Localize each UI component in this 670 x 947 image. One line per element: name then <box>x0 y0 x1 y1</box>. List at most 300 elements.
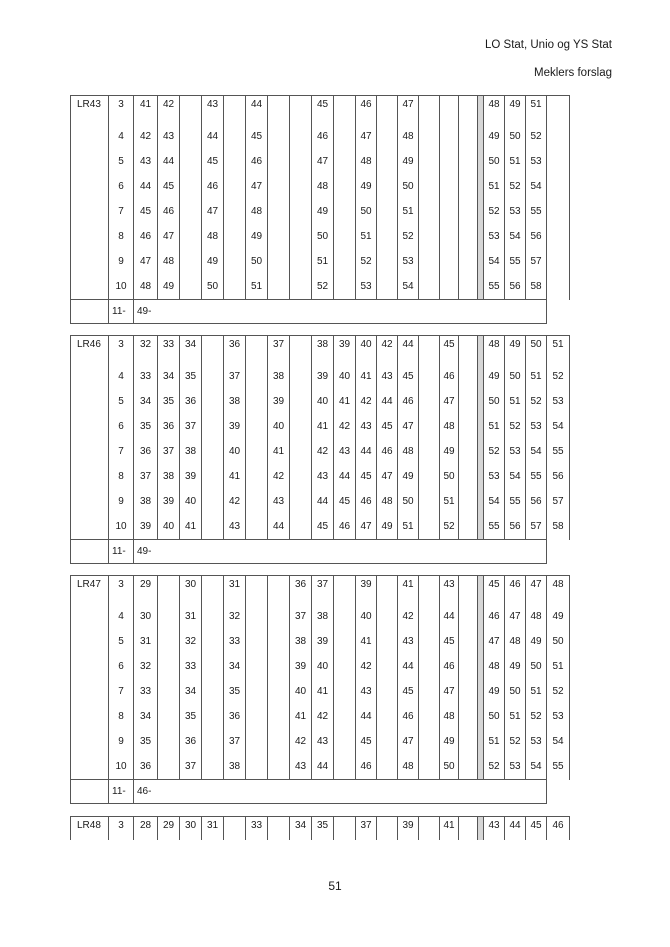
table-cell <box>459 199 478 224</box>
table-cell: 52 <box>398 224 419 249</box>
table-cell <box>224 174 246 199</box>
table-cell: 56 <box>547 464 570 489</box>
table-cell: 55 <box>547 439 570 464</box>
table-cell: 56 <box>505 274 526 300</box>
table-cell: 42 <box>268 464 290 489</box>
table-cell <box>377 704 398 729</box>
table-cell: 48 <box>440 414 459 439</box>
table-cell: 38 <box>134 489 158 514</box>
table-cell <box>440 149 459 174</box>
table-cell: 40 <box>356 336 377 365</box>
table-cell <box>419 199 440 224</box>
table-cell <box>246 336 268 365</box>
table-cell <box>334 124 356 149</box>
table-cell: 51 <box>547 336 570 365</box>
table-cell: 49 <box>526 629 547 654</box>
table-cell: 37 <box>158 439 180 464</box>
table-cell <box>246 754 268 780</box>
table-cell <box>246 604 268 629</box>
table-cell: 46 <box>356 96 377 125</box>
table-cell <box>268 704 290 729</box>
table-label <box>71 364 109 389</box>
table-cell: 40 <box>356 604 377 629</box>
table-cell <box>419 576 440 605</box>
table-cell: 41 <box>312 414 334 439</box>
table-cell: 36 <box>224 336 246 365</box>
table-cell <box>419 174 440 199</box>
table-label: LR43 <box>71 96 109 125</box>
table-cell: 49 <box>312 199 334 224</box>
table-cell: 46 <box>377 439 398 464</box>
table-label: LR46 <box>71 336 109 365</box>
table-cell <box>419 704 440 729</box>
table-cell: 40 <box>158 514 180 540</box>
table-cell: 50 <box>526 654 547 679</box>
header-line-1: LO Stat, Unio og YS Stat <box>485 39 612 51</box>
table-cell: 47 <box>377 464 398 489</box>
table-cell <box>440 124 459 149</box>
table-cell: 47 <box>505 604 526 629</box>
table-cell <box>268 754 290 780</box>
table-cell: 43 <box>484 817 505 841</box>
table-cell <box>290 489 312 514</box>
table-cell: 48 <box>505 629 526 654</box>
table-cell: 56 <box>526 224 547 249</box>
table-cell <box>419 464 440 489</box>
table-cell <box>419 604 440 629</box>
table-tail-step: 11- <box>109 540 134 564</box>
table-cell <box>202 729 224 754</box>
table-cell: 38 <box>224 754 246 780</box>
table-cell: 46 <box>202 174 224 199</box>
table-cell <box>71 540 109 564</box>
table-row <box>71 249 570 274</box>
table-cell: 45 <box>158 174 180 199</box>
table-cell <box>459 224 478 249</box>
table-cell: 10 <box>109 514 134 540</box>
table-cell: 29 <box>134 576 158 605</box>
table-cell: 54 <box>484 489 505 514</box>
table-cell: 31 <box>180 604 202 629</box>
table-cell: 46 <box>484 604 505 629</box>
table-cell: 48 <box>246 199 268 224</box>
table-cell: 51 <box>398 199 419 224</box>
table-cell <box>419 754 440 780</box>
table-row <box>71 704 570 729</box>
table-label <box>71 124 109 149</box>
table-cell: 46 <box>440 654 459 679</box>
table-cell: 34 <box>224 654 246 679</box>
table-tail-row <box>71 300 570 324</box>
table-cell <box>459 629 478 654</box>
table-cell: 9 <box>109 249 134 274</box>
table-cell <box>547 174 570 199</box>
table-cell: 37 <box>356 817 377 841</box>
table-cell: 44 <box>377 389 398 414</box>
table-tail-value: 49- <box>134 540 547 564</box>
table-cell <box>334 817 356 841</box>
table-cell <box>180 199 202 224</box>
table-cell: 39 <box>224 414 246 439</box>
table-cell: 38 <box>224 389 246 414</box>
table-label <box>71 249 109 274</box>
table-cell: 43 <box>398 629 419 654</box>
salary-table-lr43 <box>70 95 570 324</box>
table-cell: 38 <box>268 364 290 389</box>
table-cell: 40 <box>180 489 202 514</box>
table-cell: 37 <box>180 414 202 439</box>
table-label <box>71 199 109 224</box>
table-cell: 51 <box>398 514 419 540</box>
table-cell: 7 <box>109 199 134 224</box>
table-cell: 54 <box>484 249 505 274</box>
table-cell <box>290 464 312 489</box>
table-cell: 49 <box>356 174 377 199</box>
table-cell: 35 <box>224 679 246 704</box>
table-cell: 44 <box>356 439 377 464</box>
table-cell <box>377 174 398 199</box>
table-cell: 48 <box>398 754 419 780</box>
table-cell: 50 <box>202 274 224 300</box>
table-cell <box>290 514 312 540</box>
table-cell: 55 <box>547 754 570 780</box>
table-cell: 39 <box>268 389 290 414</box>
table-cell <box>246 389 268 414</box>
table-cell: 47 <box>356 514 377 540</box>
table-cell: 48 <box>158 249 180 274</box>
table-cell <box>246 414 268 439</box>
table-cell: 47 <box>440 389 459 414</box>
table-cell <box>459 654 478 679</box>
table-cell: 35 <box>180 364 202 389</box>
table-cell: 32 <box>180 629 202 654</box>
table-cell: 32 <box>224 604 246 629</box>
table-cell <box>224 199 246 224</box>
table-cell <box>246 704 268 729</box>
table-cell <box>180 96 202 125</box>
table-cell: 47 <box>246 174 268 199</box>
table-cell: 3 <box>109 336 134 365</box>
table-cell: 34 <box>158 364 180 389</box>
table-cell <box>158 729 180 754</box>
table-cell: 44 <box>398 654 419 679</box>
table-cell <box>268 174 290 199</box>
table-cell: 41 <box>180 514 202 540</box>
table-cell: 47 <box>202 199 224 224</box>
table-cell: 36 <box>224 704 246 729</box>
table-cell: 48 <box>526 604 547 629</box>
table-label <box>71 414 109 439</box>
table-cell: 46 <box>134 224 158 249</box>
table-cell <box>377 679 398 704</box>
table-cell: 50 <box>484 704 505 729</box>
table-cell: 51 <box>526 679 547 704</box>
table-label <box>71 754 109 780</box>
table-row <box>71 199 570 224</box>
table-cell: 42 <box>290 729 312 754</box>
table-cell: 3 <box>109 817 134 841</box>
table-cell <box>71 300 109 324</box>
table-cell <box>459 336 478 365</box>
table-cell: 39 <box>290 654 312 679</box>
table-cell <box>246 729 268 754</box>
table-cell: 50 <box>547 629 570 654</box>
table-row <box>71 489 570 514</box>
table-cell <box>71 780 109 804</box>
table-cell <box>290 364 312 389</box>
table-cell <box>547 199 570 224</box>
table-cell: 38 <box>180 439 202 464</box>
table-cell: 54 <box>547 414 570 439</box>
table-cell: 57 <box>526 249 547 274</box>
table-cell <box>547 224 570 249</box>
table-cell: 47 <box>526 576 547 605</box>
table-cell <box>224 149 246 174</box>
table-cell <box>547 149 570 174</box>
table-cell: 53 <box>547 704 570 729</box>
table-cell: 39 <box>312 364 334 389</box>
table-cell <box>202 576 224 605</box>
table-cell: 41 <box>440 817 459 841</box>
table-cell: 47 <box>158 224 180 249</box>
table-cell: 7 <box>109 679 134 704</box>
table-cell: 47 <box>398 414 419 439</box>
table-cell <box>377 199 398 224</box>
table-cell: 6 <box>109 654 134 679</box>
table-cell <box>419 124 440 149</box>
table-cell: 49 <box>505 336 526 365</box>
table-cell: 58 <box>526 274 547 300</box>
table-cell <box>224 224 246 249</box>
table-row <box>71 149 570 174</box>
table-cell: 40 <box>334 364 356 389</box>
table-cell <box>459 174 478 199</box>
table-row <box>71 124 570 149</box>
table-cell <box>246 464 268 489</box>
table-cell: 54 <box>526 754 547 780</box>
table-tail-step: 11- <box>109 780 134 804</box>
table-cell <box>268 249 290 274</box>
table-cell: 49 <box>547 604 570 629</box>
table-cell <box>334 729 356 754</box>
table-cell: 45 <box>526 817 547 841</box>
table-tail-value: 49- <box>134 300 547 324</box>
table-tail-step: 11- <box>109 300 134 324</box>
table-cell: 52 <box>505 174 526 199</box>
table-cell: 55 <box>526 464 547 489</box>
table-cell: 54 <box>505 464 526 489</box>
table-cell: 50 <box>440 754 459 780</box>
table-cell <box>419 439 440 464</box>
table-cell: 48 <box>484 336 505 365</box>
table-cell: 34 <box>134 704 158 729</box>
table-cell <box>334 576 356 605</box>
table-cell: 43 <box>312 729 334 754</box>
table-cell <box>419 149 440 174</box>
table-cell <box>334 629 356 654</box>
table-cell: 46 <box>440 364 459 389</box>
table-cell: 35 <box>134 729 158 754</box>
table-cell <box>290 199 312 224</box>
table-cell <box>419 249 440 274</box>
table-cell: 56 <box>505 514 526 540</box>
table-cell: 46 <box>158 199 180 224</box>
table-row <box>71 729 570 754</box>
table-cell <box>290 124 312 149</box>
table-cell: 45 <box>484 576 505 605</box>
table-cell: 50 <box>505 124 526 149</box>
table-cell: 52 <box>484 754 505 780</box>
table-cell: 51 <box>547 654 570 679</box>
table-cell <box>246 514 268 540</box>
table-cell: 45 <box>134 199 158 224</box>
table-cell: 44 <box>158 149 180 174</box>
table-cell: 37 <box>312 576 334 605</box>
table-cell: 40 <box>312 654 334 679</box>
table-cell <box>158 754 180 780</box>
table-cell: 37 <box>180 754 202 780</box>
table-cell: 55 <box>484 274 505 300</box>
table-cell: 43 <box>202 96 224 125</box>
table-cell <box>459 729 478 754</box>
table-cell: 43 <box>268 489 290 514</box>
table-cell: 47 <box>312 149 334 174</box>
table-cell <box>377 729 398 754</box>
table-cell: 51 <box>484 729 505 754</box>
table-cell: 44 <box>440 604 459 629</box>
table-cell: 53 <box>398 249 419 274</box>
table-cell <box>440 249 459 274</box>
table-label <box>71 654 109 679</box>
table-cell: 54 <box>526 439 547 464</box>
table-cell <box>377 224 398 249</box>
table-cell: 46 <box>246 149 268 174</box>
table-cell: 31 <box>134 629 158 654</box>
table-cell: 8 <box>109 464 134 489</box>
table-cell: 51 <box>505 389 526 414</box>
table-cell <box>180 224 202 249</box>
table-cell: 40 <box>290 679 312 704</box>
table-cell: 36 <box>290 576 312 605</box>
table-cell: 33 <box>158 336 180 365</box>
table-cell: 48 <box>484 654 505 679</box>
table-cell: 51 <box>356 224 377 249</box>
table-cell: 5 <box>109 389 134 414</box>
table-cell: 51 <box>526 364 547 389</box>
table-cell <box>202 604 224 629</box>
table-cell <box>377 654 398 679</box>
table-cell: 39 <box>134 514 158 540</box>
table-cell: 53 <box>505 754 526 780</box>
table-row <box>71 654 570 679</box>
table-cell <box>202 336 224 365</box>
table-cell <box>202 754 224 780</box>
table-cell <box>224 96 246 125</box>
table-cell <box>334 199 356 224</box>
table-cell: 52 <box>312 274 334 300</box>
table-cell: 48 <box>312 174 334 199</box>
table-cell <box>459 679 478 704</box>
table-cell: 41 <box>134 96 158 125</box>
table-cell <box>419 96 440 125</box>
table-cell: 45 <box>312 96 334 125</box>
table-cell <box>377 124 398 149</box>
table-cell: 3 <box>109 96 134 125</box>
table-cell: 43 <box>356 679 377 704</box>
table-cell: 51 <box>484 414 505 439</box>
table-cell <box>246 679 268 704</box>
table-cell: 44 <box>202 124 224 149</box>
page-number: 51 <box>328 879 342 893</box>
table-cell: 50 <box>505 364 526 389</box>
table-cell <box>459 96 478 125</box>
table-cell: 35 <box>134 414 158 439</box>
table-cell: 50 <box>484 389 505 414</box>
table-cell <box>459 249 478 274</box>
table-cell: 34 <box>180 679 202 704</box>
table-cell <box>459 704 478 729</box>
table-cell: 43 <box>312 464 334 489</box>
table-cell: 44 <box>505 817 526 841</box>
table-label <box>71 439 109 464</box>
table-cell: 38 <box>312 604 334 629</box>
table-cell: 52 <box>484 439 505 464</box>
table-cell <box>268 817 290 841</box>
table-cell <box>158 704 180 729</box>
table-cell: 47 <box>484 629 505 654</box>
table-cell: 44 <box>356 704 377 729</box>
table-cell: 33 <box>134 364 158 389</box>
table-cell: 37 <box>224 364 246 389</box>
table-cell: 54 <box>547 729 570 754</box>
table-cell: 47 <box>134 249 158 274</box>
table-label <box>71 729 109 754</box>
salary-table-lr48 <box>70 816 570 840</box>
table-cell <box>334 679 356 704</box>
table-cell: 52 <box>440 514 459 540</box>
table-cell <box>459 389 478 414</box>
table-row <box>71 629 570 654</box>
table-cell: 6 <box>109 174 134 199</box>
table-cell: 48 <box>202 224 224 249</box>
table-cell: 31 <box>202 817 224 841</box>
table-cell: 53 <box>526 149 547 174</box>
table-tail-row <box>71 780 570 804</box>
table-cell: 6 <box>109 414 134 439</box>
table-cell: 49 <box>484 679 505 704</box>
table-label <box>71 604 109 629</box>
table-cell <box>202 464 224 489</box>
table-cell <box>290 96 312 125</box>
table-cell <box>202 679 224 704</box>
table-label <box>71 704 109 729</box>
table-cell <box>202 439 224 464</box>
table-cell: 43 <box>356 414 377 439</box>
table-cell <box>290 249 312 274</box>
table-cell: 36 <box>134 439 158 464</box>
table-cell: 56 <box>526 489 547 514</box>
table-cell <box>419 514 440 540</box>
table-cell <box>268 576 290 605</box>
table-cell: 45 <box>356 729 377 754</box>
table-cell: 38 <box>312 336 334 365</box>
table-cell <box>202 389 224 414</box>
table-cell: 51 <box>505 704 526 729</box>
table-cell <box>419 629 440 654</box>
table-cell: 46 <box>334 514 356 540</box>
table-label <box>71 464 109 489</box>
table-cell <box>419 679 440 704</box>
